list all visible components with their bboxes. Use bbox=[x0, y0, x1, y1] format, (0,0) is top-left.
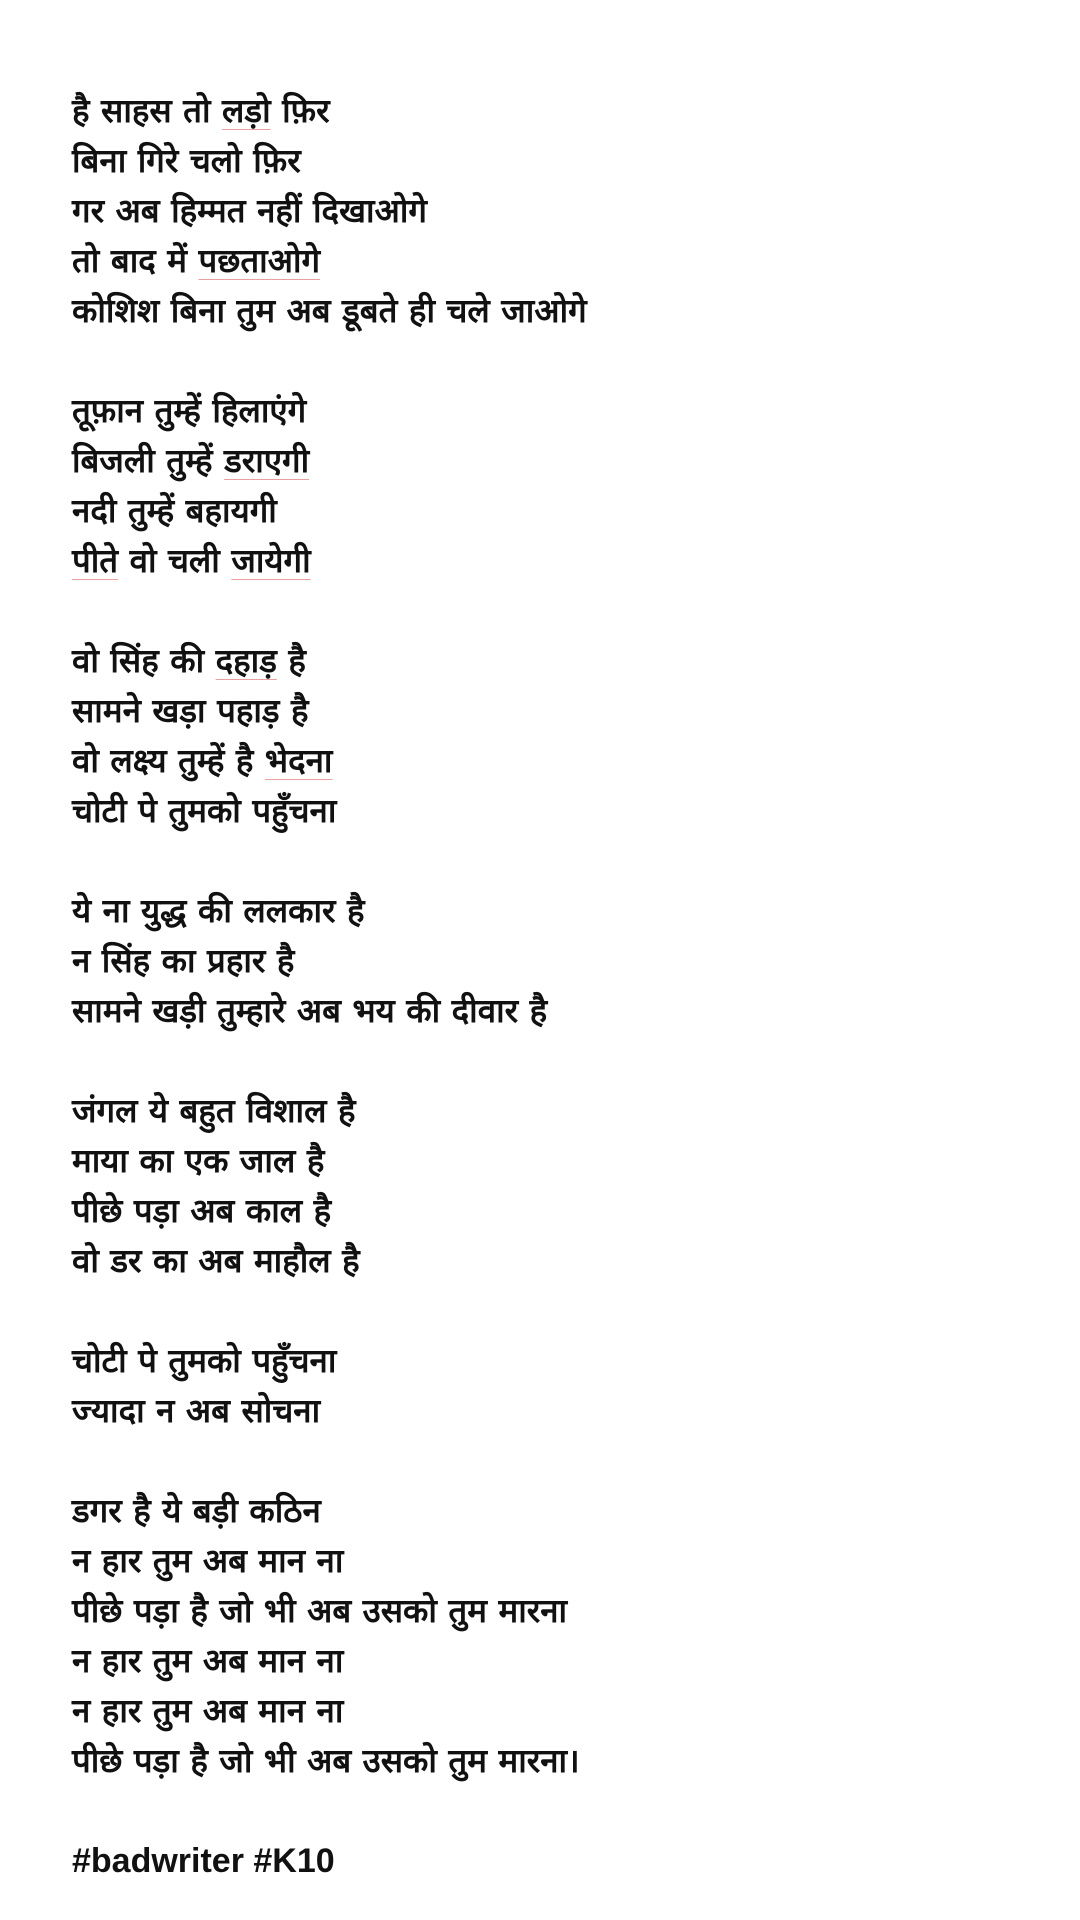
poem-line bbox=[72, 86, 1032, 136]
poem-document bbox=[72, 86, 1032, 1886]
line-text: वो सिंह की bbox=[72, 641, 216, 680]
line-text: जंगल ये बहुत विशाल है bbox=[72, 1091, 356, 1130]
poem-line bbox=[72, 386, 1032, 436]
line-text: न हार तुम अब मान ना bbox=[72, 1691, 344, 1730]
line-text: चोटी पे तुमको पहुँचना bbox=[72, 791, 337, 830]
line-text: न हार तुम अब मान ना bbox=[72, 1641, 344, 1680]
stanza bbox=[72, 86, 1032, 336]
poem-line bbox=[72, 686, 1032, 736]
line-text: डगर है ये बड़ी कठिन bbox=[72, 1491, 321, 1530]
line-text: पीछे पड़ा है जो भी अब उसको तुम मारना bbox=[72, 1591, 568, 1630]
stanza bbox=[72, 1486, 1032, 1786]
poem-line bbox=[72, 436, 1032, 486]
line-text: बिजली तुम्हें bbox=[72, 441, 225, 480]
line-text: बिना गिरे चलो फ़िर bbox=[72, 141, 301, 180]
line-text: तूफ़ान तुम्हें हिलाएंगे bbox=[72, 391, 307, 430]
line-text: ये ना युद्ध की ललकार है bbox=[72, 891, 365, 930]
poem-line bbox=[72, 1636, 1032, 1686]
misspelled-word: लड़ो bbox=[222, 91, 271, 130]
poem-line bbox=[72, 1686, 1032, 1736]
poem-line bbox=[72, 936, 1032, 986]
line-text: न हार तुम अब मान ना bbox=[72, 1541, 344, 1580]
line-text: वो चली bbox=[118, 541, 232, 580]
line-text: पीछे पड़ा है जो भी अब उसको तुम मारना। bbox=[72, 1741, 580, 1780]
line-text: माया का एक जाल है bbox=[72, 1141, 325, 1180]
stanza bbox=[72, 886, 1032, 1036]
poem-line bbox=[72, 636, 1032, 686]
stanza bbox=[72, 636, 1032, 836]
stanza bbox=[72, 1336, 1032, 1436]
poem-line bbox=[72, 1236, 1032, 1286]
line-text: कोशिश बिना तुम अब डूबते ही चले जाओगे bbox=[72, 291, 587, 330]
stanza bbox=[72, 386, 1032, 586]
misspelled-word: दहाड़ bbox=[215, 641, 277, 680]
poem-line bbox=[72, 136, 1032, 186]
poem-line bbox=[72, 1386, 1032, 1436]
line-text: है साहस तो bbox=[72, 91, 223, 130]
line-text: सामने खड़ा पहाड़ है bbox=[72, 691, 309, 730]
line-text: सामने खड़ी तुम्हारे अब भय की दीवार है bbox=[72, 991, 548, 1030]
misspelled-word: पीते bbox=[72, 541, 119, 580]
hashtags: #badwriter #K10 bbox=[72, 1842, 335, 1880]
poem-line bbox=[72, 1136, 1032, 1186]
poem-line bbox=[72, 1586, 1032, 1636]
misspelled-word: भेदना bbox=[264, 741, 333, 780]
poem-line bbox=[72, 886, 1032, 936]
line-text: गर अब हिम्मत नहीं दिखाओगे bbox=[72, 191, 427, 230]
poem-line bbox=[72, 1086, 1032, 1136]
poem-line bbox=[72, 986, 1032, 1036]
line-text: पीछे पड़ा अब काल है bbox=[72, 1191, 332, 1230]
line-text: नदी तुम्हें बहायगी bbox=[72, 491, 277, 530]
line-text: न सिंह का प्रहार है bbox=[72, 941, 295, 980]
poem-line bbox=[72, 1736, 1032, 1786]
misspelled-word: जायेगी bbox=[231, 541, 311, 580]
poem-line bbox=[72, 286, 1032, 336]
stanza bbox=[72, 1086, 1032, 1286]
poem-line bbox=[72, 236, 1032, 286]
poem-line bbox=[72, 1486, 1032, 1536]
poem-body bbox=[72, 86, 1032, 1786]
poem-line bbox=[72, 736, 1032, 786]
poem-line bbox=[72, 1336, 1032, 1386]
line-text: चोटी पे तुमको पहुँचना bbox=[72, 1341, 337, 1380]
misspelled-word: पछताओगे bbox=[198, 241, 321, 280]
poem-line bbox=[72, 1536, 1032, 1586]
line-text: फ़िर bbox=[270, 91, 330, 130]
misspelled-word: डराएगी bbox=[224, 441, 310, 480]
poem-line bbox=[72, 1186, 1032, 1236]
poem-line bbox=[72, 786, 1032, 836]
line-text: ज्यादा न अब सोचना bbox=[72, 1391, 321, 1430]
poem-line bbox=[72, 486, 1032, 536]
poem-line bbox=[72, 536, 1032, 586]
line-text: तो बाद में bbox=[72, 241, 199, 280]
poem-line bbox=[72, 186, 1032, 236]
line-text: है bbox=[276, 641, 306, 680]
line-text: वो लक्ष्य तुम्हें है bbox=[72, 741, 265, 780]
line-text: वो डर का अब माहौल है bbox=[72, 1241, 360, 1280]
